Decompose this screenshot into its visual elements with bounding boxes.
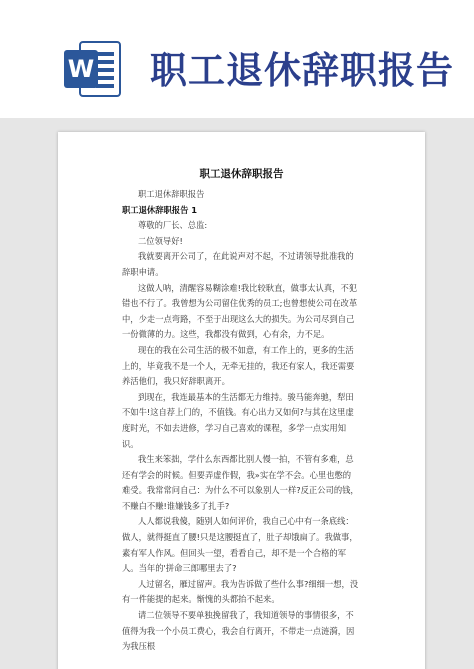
paragraph: 请二位领导不要单独挽留我了，我知道领导的事情很多，不值得为我一个小员工费心，我会自行离开，不带走一点涟漪，因为我压根 — [122, 610, 355, 652]
paragraph: 人人都说我傻，随别人如何评价，我自己心中有一条底线：做人，就得挺直了腰!只是这腰挺直了，肚子却饿扁了。我做事，素有军人作风。但回头一望，看看自己，却不是一个合格的军人。当年的'拼命三郎哪里去了? — [122, 516, 358, 574]
document-title: 职工退休辞职报告 — [199, 168, 284, 180]
document-page — [58, 132, 425, 669]
word-document-icon — [62, 38, 124, 100]
document-body — [122, 187, 359, 655]
document-canvas[interactable] — [0, 118, 474, 669]
paragraph: 人过留名，雁过留声。我为告诉做了些什么事?细细一想，没有一件能提的起来。惭愧的头都抬不起来。 — [122, 578, 359, 605]
paragraph: 这做人呐，清醒容易糊涂难!我比较耿直，做事太认真，不犯错也不行了。我曾想为公司留住优秀的员工;也曾想使公司在改革中，少走一点弯路，不至于出现这么大的损失。为公司尽到自己一份微薄的力。这些，我都没有做到，心有余，力不足。 — [122, 282, 358, 340]
header-title: 职工退休辞职报告 — [150, 49, 454, 92]
paragraph: 到现在，我连最基本的生活都无力维持。骏马能奔驰，犁田不如牛!这自荐上门的，不值钱。有心出力又如何?与其在这里虚度时光，不如去进修，学习自己喜欢的课程，多学一点实用知识。 — [122, 391, 354, 449]
paragraph: 尊敬的厂长、总监: — [138, 220, 208, 231]
paragraph: 现在的我在公司生活的极不如意，有工作上的，更多的生活上的，毕竟我不是一个人，无牵无挂的，我还有家人，我还需要养活他们，我只好辞职离开。 — [122, 344, 355, 387]
paragraph: 我生来笨拙，学什么东西都比别人慢一拍，不管有多难，总还有学会的时候。但要弄虚作假，我»实在学不会。心里也憋的难受。我常常问自己：为什么不可以象别人一样?反正公司的钱，不赚白不赚!谁嫌钱多了扎手? — [122, 454, 359, 511]
paragraph: 我就要离开公司了，在此说声对不起，不过请领导批准我的辞职申请。 — [122, 251, 354, 277]
section-heading: 职工退休辞职报告 1 — [122, 204, 198, 215]
svg-text:W: W — [67, 55, 95, 83]
document-subtitle: 职工退休辞职报告 — [138, 189, 205, 199]
header-banner — [0, 0, 474, 118]
paragraph: 二位领导好! — [138, 235, 183, 246]
